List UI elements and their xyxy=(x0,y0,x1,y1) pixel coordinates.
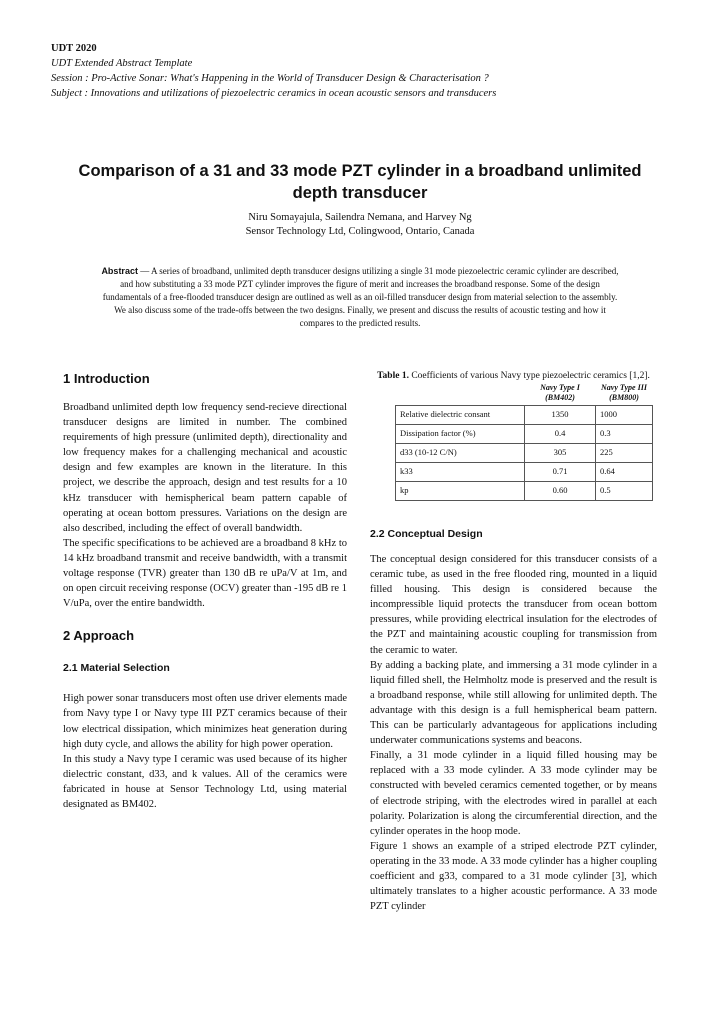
table-row xyxy=(396,463,653,482)
affiliation: Sensor Technology Ltd, Colingwood, Ontario, Canada xyxy=(245,226,475,237)
material-paragraph-2: In this study a Navy type I ceramic was used because of its higher dielectric constant, d33, and k values. All of the ceramics were fabricated in house at Sensor Technology Ltd, using material designated as BM402. xyxy=(63,753,347,810)
table-cell-label: Relative dielectric consant xyxy=(396,406,525,425)
section-heading-approach: 2 Approach xyxy=(63,628,135,644)
table-cell: 0.3 xyxy=(596,425,653,444)
author-names: Niru Somayajula, Sailendra Nemana, and Harvey Ng xyxy=(248,212,472,223)
table-cell: 0.4 xyxy=(525,425,596,444)
table-caption-label: Table 1. xyxy=(377,371,409,381)
template-name: UDT Extended Abstract Template xyxy=(51,58,193,69)
concept-paragraph-3: Finally, a 31 mode cylinder in a liquid filled housing may be replaced with a 33 mode cylinder. A 33 mode cylinder may be constructed with beveled ceramics cemented together, or by means of electrode striping, with the electrodes wired in parallel at each polarity. Polarization is along the circumferential direction, and the cylinder operates in the hoop mode. xyxy=(370,750,657,837)
table-cell-label: d33 (10-12 C/N) xyxy=(396,444,525,463)
conference-name: UDT 2020 xyxy=(51,43,97,54)
table-cell: 0.60 xyxy=(525,482,596,501)
table-cell-label: k33 xyxy=(396,463,525,482)
table-header-type1: Navy Type I (BM402) xyxy=(540,383,580,402)
table-cell-label: kp xyxy=(396,482,525,501)
table-row xyxy=(396,406,653,425)
session-line: Session : Pro-Active Sonar: What's Happening in the World of Transducer Design & Characterisation ? xyxy=(51,73,489,84)
abstract-label: Abstract xyxy=(101,266,138,276)
table-cell: 0.64 xyxy=(596,463,653,482)
concept-paragraph-2: By adding a backing plate, and immersing a 31 mode cylinder in a liquid filled shell, the Helmholtz mode is preserved and the result is a broadband response, while still allowing for unlimited depth. The advantage with this design is a full hemispherical beam pattern. This can be particularly advantageous for applications including underwater communications systems and beacons. xyxy=(370,659,657,747)
table-row xyxy=(396,482,653,501)
table-cell: 305 xyxy=(525,444,596,463)
coefficients-table xyxy=(395,383,653,501)
concept-paragraph-1: The conceptual design considered for this transducer consists of a ceramic tube, as used in the free flooded ring, mounted in a liquid filled housing. This design is considered because the incompressible liquid protects the transducer from ocean bottom pressures, while providing electrical insulation for the electrodes of the PZT and maintaining acoustic coupling for transmission from the ceramic to water. xyxy=(370,554,657,656)
table-cell: 225 xyxy=(596,444,653,463)
abstract-text: — A series of broadband, unlimited depth transducer designs utilizing a single 31 mode piezoelectric ceramic cylinder are described, and how substituting a 33 mode PZT cylinder improves the figure of merit and increases the broadband response. Some of the design fundamentals of a free-flooded transducer design are outlined as well as an oil-filled transducer design from material selection to the assembly. We also discuss some of the trade-offs between the two designs. Finally, we present and discuss the results of acoustic testing and how it compares to the predicted results. xyxy=(102,266,619,328)
page-header xyxy=(51,41,681,101)
author-block xyxy=(60,211,660,239)
table-cell: 0.5 xyxy=(596,482,653,501)
table-cell: 0.71 xyxy=(525,463,596,482)
intro-paragraph-1: Broadband unlimited depth low frequency send-recieve directional transducer designs are limited in number. The combined requirements of high pressure (unlimited depth), directionality and low frequency makes for a challenging mechanical and acoustic design and few examples are known in the literature. In this project, we describe the approach, design and test results for a 10 kHz transducer with hemispherical beam pattern capable of operating at ocean bottom pressures. Variations on the design are also described, including the effect of overall bandwidth. xyxy=(63,402,347,534)
table-caption xyxy=(370,370,657,382)
paper-title: Comparison of a 31 and 33 mode PZT cylinder in a broadband unlimited depth transducer xyxy=(78,162,642,202)
subsection-heading-conceptual: 2.2 Conceptual Design xyxy=(370,528,483,540)
table-header-type3: Navy Type III (BM800) xyxy=(601,383,647,402)
table-cell: 1350 xyxy=(525,406,596,425)
table-cell-label: Dissipation factor (%) xyxy=(396,425,525,444)
subject-line: Subject : Innovations and utilizations of piezoelectric ceramics in ocean acoustic sensors and transducers xyxy=(51,88,497,99)
section-heading-introduction: 1 Introduction xyxy=(63,371,150,386)
table-cell: 1000 xyxy=(596,406,653,425)
table-row xyxy=(396,444,653,463)
abstract xyxy=(100,265,620,330)
left-column xyxy=(63,370,347,812)
right-column xyxy=(370,370,657,914)
table-row xyxy=(396,425,653,444)
concept-paragraph-4: Figure 1 shows an example of a striped electrode PZT cylinder, operating in the 33 mode. A 33 mode cylinder has a higher coupling coefficient and g33, compared to a 31 mode cylinder [3], which ultimately translates to a higher acoustic performance. A 33 mode PZT cylinder xyxy=(370,840,657,913)
material-paragraph-1: High power sonar transducers most often use driver elements made from Navy type I or Navy type III PZT ceramics because of their low electrical dissipation, which minimizes heat generation during high duty cycle, and allows the ability for high power operation. xyxy=(63,693,347,750)
subsection-heading-material: 2.1 Material Selection xyxy=(63,662,170,675)
intro-paragraph-2: The specific specifications to be achieved are a broadband 8 kHz to 14 kHz broadband transmit and receive bandwidth, with a transmit voltage response (TVR) greater than 130 dB re uPa/V at 1m, and on open circuit receiving response (OCV) greater than -195 dB re 1 V/uPa, over the entire bandwidth. xyxy=(63,537,347,610)
table-caption-text: Coefficients of various Navy type piezoelectric ceramics [1,2]. xyxy=(408,371,650,381)
